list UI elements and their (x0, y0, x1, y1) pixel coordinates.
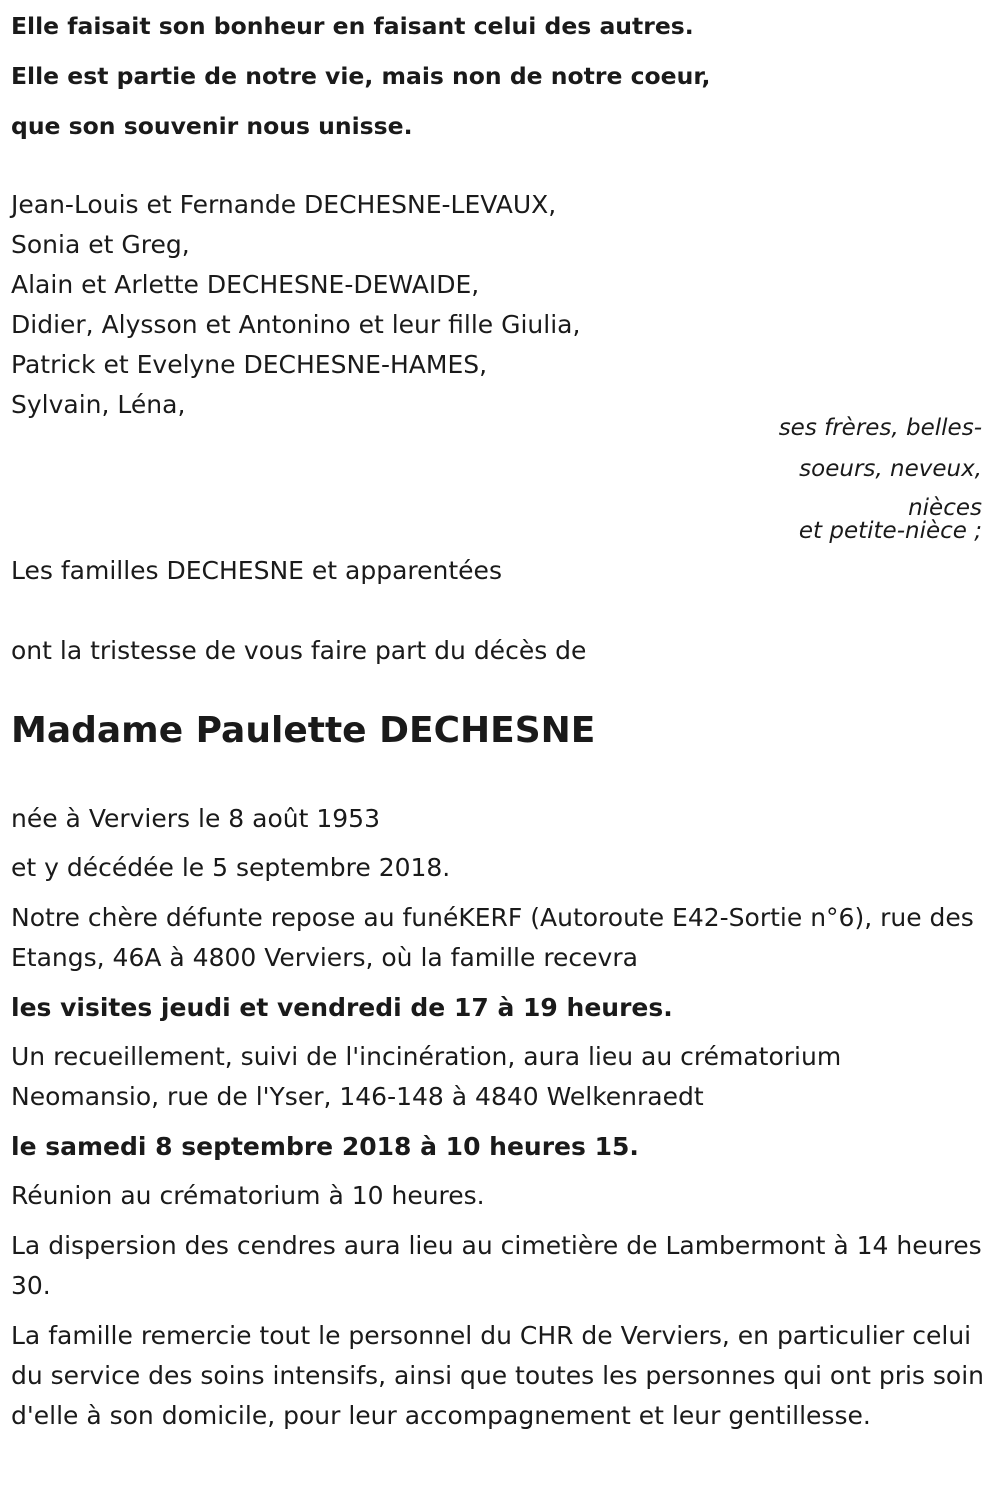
relation-line-3: nièces (908, 495, 982, 521)
birth-info: née à Verviers le 8 août 1953 (11, 804, 380, 833)
quote-line-1: Elle faisait son bonheur en faisant celui des autres. (11, 12, 694, 40)
dispersion-info: La dispersion des cendres aura lieu au cimetière de Lambermont à 14 heures 30. (11, 1231, 982, 1300)
announcement: ont la tristesse de vous faire part du décès de (11, 636, 587, 665)
rest-place: Notre chère défunte repose au funéKERF (Autoroute E42-Sortie n°6), rue des Etangs, 46A à 4800 Verviers, où la famille recevra (11, 903, 974, 972)
quote-line-3: que son souvenir nous unisse. (11, 112, 413, 140)
death-info: et y décédée le 5 septembre 2018. (11, 853, 451, 882)
visits-info: les visites jeudi et vendredi de 17 à 19 heures. (11, 993, 673, 1022)
family-member-3: Alain et Arlette DECHESNE-DEWAIDE, (11, 270, 480, 299)
relation-line-1: ses frères, belles- (778, 415, 982, 441)
family-member-1: Jean-Louis et Fernande DECHESNE-LEVAUX, (11, 190, 557, 219)
ceremony-info: Un recueillement, suivi de l'incinération, aura lieu au crématorium Neomansio, rue de l'Yser, 146-148 à 4840 Welkenraedt (11, 1042, 842, 1111)
ceremony-date: le samedi 8 septembre 2018 à 10 heures 15. (11, 1132, 639, 1161)
relation-line-2: soeurs, neveux, (799, 456, 982, 482)
meeting-info: Réunion au crématorium à 10 heures. (11, 1181, 485, 1210)
thanks-message: La famille remercie tout le personnel du CHR de Verviers, en particulier celui du service des soins intensifs, ainsi que toutes les personnes qui ont pris soin d'elle à son domicile, pour leur accompagnement et leur gentillesse. (11, 1321, 984, 1430)
families-line: Les familles DECHESNE et apparentées (11, 556, 502, 585)
relation-line-4: et petite-nièce ; (798, 518, 982, 544)
family-member-2: Sonia et Greg, (11, 230, 190, 259)
quote-line-2: Elle est partie de notre vie, mais non de notre coeur, (11, 62, 711, 90)
family-member-6: Sylvain, Léna, (11, 390, 186, 419)
family-member-5: Patrick et Evelyne DECHESNE-HAMES, (11, 350, 488, 379)
family-member-4: Didier, Alysson et Antonino et leur fille Giulia, (11, 310, 581, 339)
deceased-name: Madame Paulette DECHESNE (11, 710, 596, 751)
